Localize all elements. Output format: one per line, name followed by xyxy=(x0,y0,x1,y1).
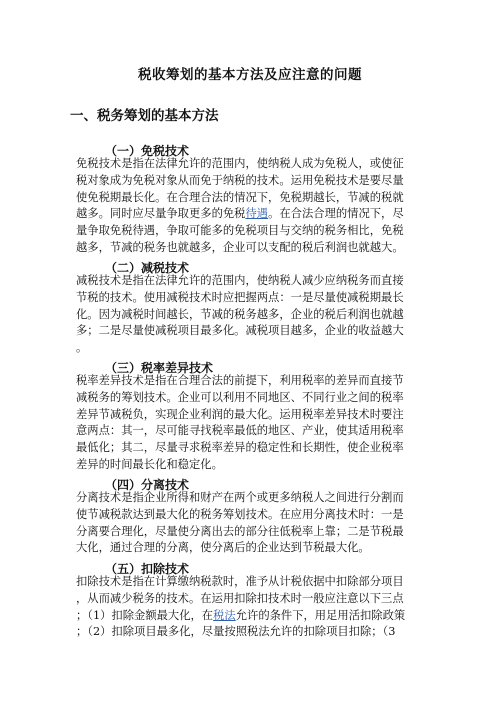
subsection-heading-5: （五）扣除技术 xyxy=(105,562,190,576)
text-line: 减税技术是指在法律允许的范围内，使纳税人减少应纳税务而直接 xyxy=(76,274,404,287)
text-line: 差异的时间最长化和稳定化。 xyxy=(76,457,223,471)
subsection-heading-4: （四）分离技术 xyxy=(105,478,190,492)
text-line: 。 xyxy=(76,341,88,355)
paragraph-5 xyxy=(76,574,428,641)
text-fragment: ；（1）扣除金额最大化，在 xyxy=(76,608,214,622)
link-daiyu[interactable]: 待遇 xyxy=(245,207,269,221)
paragraph-2 xyxy=(76,273,428,357)
subsection-heading-1: （一）免税技术 xyxy=(105,144,190,158)
text-line: 免税技术是指在法律允许的范围内，使纳税人成为免税人，或使征 xyxy=(76,157,404,170)
text-line: 分离技术是指企业所得和财产在两个或更多纳税人之间进行分割而 xyxy=(76,491,404,504)
subsection-heading-3: （三）税率差异技术 xyxy=(105,361,214,375)
text-line: 税率差异技术是指在合理合法的前提下，利用税率的差异而直接节 xyxy=(76,374,404,387)
text-fragment: 越多。同时应尽量争取更多的免税 xyxy=(76,207,246,221)
text-line: 越多，节减的税务也就越多，企业可以支配的税后利润也就越大。 xyxy=(76,240,404,254)
paragraph-3 xyxy=(76,373,428,474)
text-line: 多；二是尽量使减税项目最多化。减税项目越多，企业的收益越大 xyxy=(76,324,404,338)
text-line: 使节减税款达到最大化的税务筹划技术。在应用分离技术时：一是 xyxy=(76,507,404,521)
text-line: 意两点：其一，尽可能寻找税率最低的地区、产业，使其适用税率 xyxy=(76,424,404,438)
text-line: 扣除技术是指在计算缴纳税款时，准予从计税依据中扣除部分项目 xyxy=(76,575,404,588)
text-line: 减税务的筹划技术。企业可以利用不同地区、不同行业之间的税率 xyxy=(76,390,404,404)
text-line: 大化，通过合理的分离，使分离后的企业达到节税最大化。 xyxy=(76,541,370,555)
subsection-heading-2: （二）减税技术 xyxy=(105,261,190,275)
text-line: 化。因为减税时间越长，节减的税务越多，企业的税后利润也就越 xyxy=(76,307,404,321)
text-line: 税对象成为免税对象从而免于纳税的技术。运用免税技术是要尽量 xyxy=(76,173,404,187)
text-line: 节税的技术。使用减税技术时应把握两点：一是尽量使减税期最长 xyxy=(76,290,404,304)
text-line: 使免税期最长化。在合理合法的情况下，免税期越长，节减的税就 xyxy=(76,190,404,204)
text-fragment: 。在合法合理的情况下，尽 xyxy=(268,207,404,221)
document-title: 税收筹划的基本方法及应注意的问题 xyxy=(138,67,362,83)
text-line: ；（2）扣除项目最多化，尽量按照税法允许的扣除项目扣除；（3 xyxy=(76,625,396,639)
section-heading: 一、税务筹划的基本方法 xyxy=(70,108,219,124)
text-line: 差异节减税负，实现企业利润的最大化。运用税率差异技术时要注 xyxy=(76,407,404,421)
text-line xyxy=(76,608,428,625)
text-line: ，从而减少税务的技术。在运用扣除扣技术时一般应注意以下三点 xyxy=(76,591,404,605)
text-line: 分离要合理化，尽量使分离出去的部分往低税率上靠；二是节税最 xyxy=(76,524,404,538)
link-shuifa[interactable]: 税法 xyxy=(213,608,236,622)
paragraph-1 xyxy=(76,156,428,257)
text-line xyxy=(76,206,428,223)
text-line: 最低化；其二，尽量寻求税率差异的稳定性和长期性，使企业税率 xyxy=(76,441,404,455)
paragraph-4 xyxy=(76,490,428,557)
text-line: 量争取免税待遇，争取可能多的免税项目与交纳的税务相比，免税 xyxy=(76,224,404,238)
text-fragment: 允许的条件下，用足用活扣除政策 xyxy=(235,608,406,622)
